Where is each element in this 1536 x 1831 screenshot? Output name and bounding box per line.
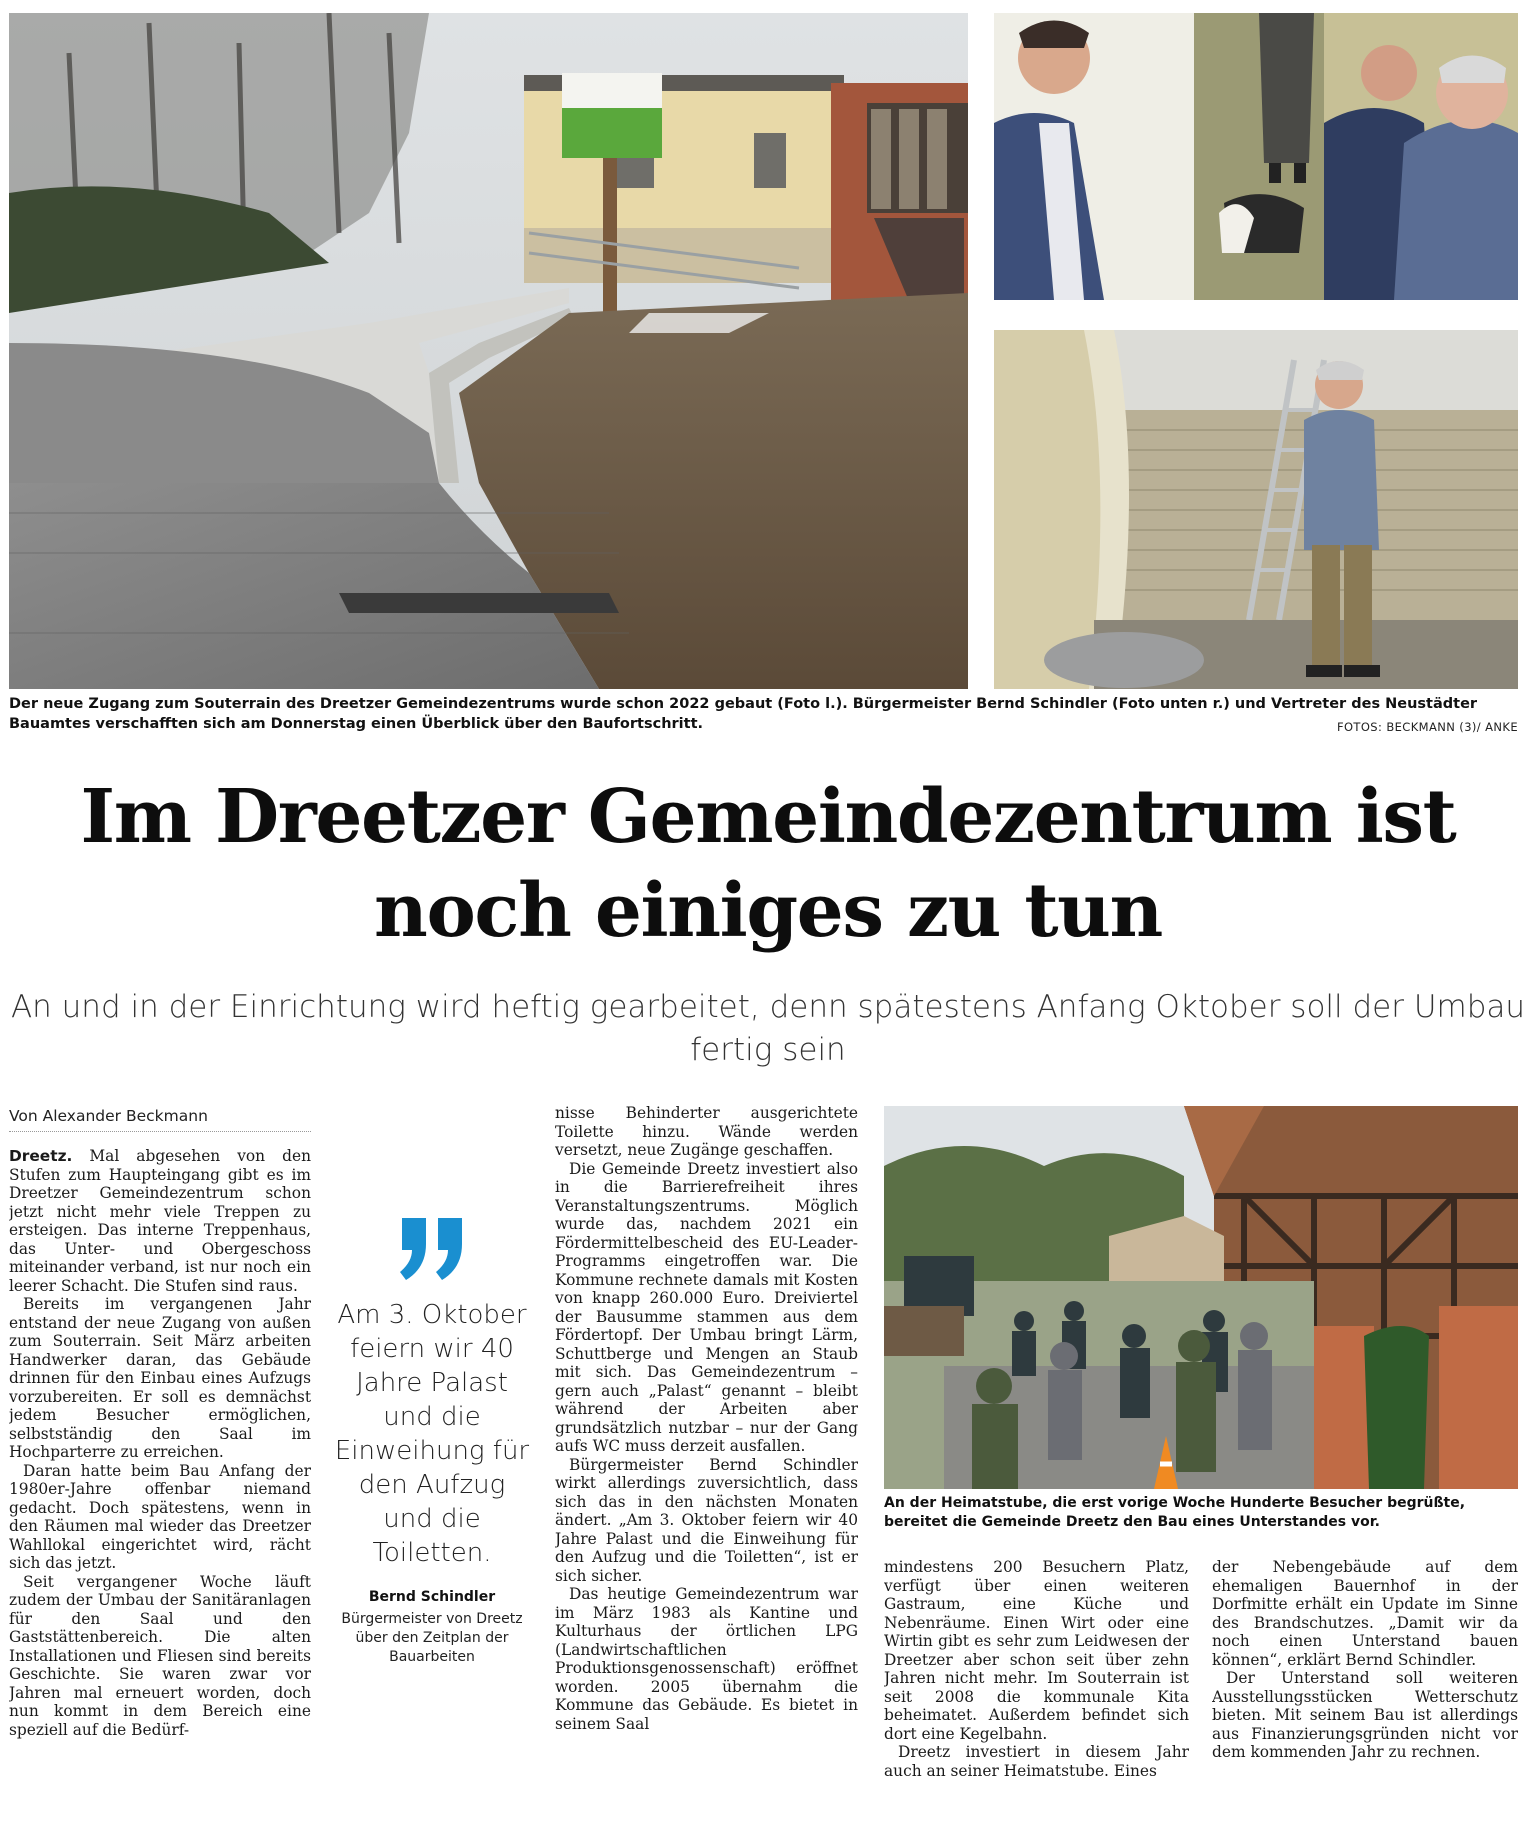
article-paragraph — [9, 1147, 311, 1295]
quote-author-role: Bürgermeister von Dreetz über den Zeitplan der Bauarbeiten — [341, 1611, 523, 1665]
photo-ramp-community-center — [9, 13, 968, 689]
photo-mayor-icon — [994, 330, 1518, 689]
article-paragraph: Dreetz investiert in diesem Jahr auch an seiner Heimatstube. Eines — [884, 1743, 1189, 1780]
photo-mayor-in-basement — [994, 330, 1518, 689]
article-paragraph: Seit vergangener Woche läuft zudem der Umbau der Sanitäranlagen für den Saal und den Gaststättenbereich. Die alten Installationen und Fliesen sind bereits Geschichte. Sie waren zwar vor Jahren mal erneuert worden, doch nun kommt in dem Bereich eine speziell auf die Bedürf- — [9, 1572, 311, 1739]
article-paragraph: Der Unterstand soll weiteren Ausstellungsstücken Wetterschutz bieten. Mit seinem Bau ist allerdings aus Finanzierungsgründen nicht vor dem kommenden Jahr zu rechnen. — [1212, 1669, 1518, 1761]
article-column-3 — [884, 1558, 1189, 1828]
article-paragraph: Daran hatte beim Bau Anfang der 1980er-Jahre offenbar niemand gedacht. Doch spätestens, wenn in den Räumen mal wieder das Dreetzer Wahllokal eingerichtet wird, rächt sich das jetzt. — [9, 1461, 311, 1572]
photo-men-icon — [994, 13, 1518, 300]
photo-heimatstube-visitors — [884, 1106, 1518, 1489]
photo-heimatstube-icon — [884, 1106, 1518, 1489]
photo-ramp-icon — [9, 13, 968, 689]
article-subtitle: An und in der Einrichtung wird heftig gearbeitet, denn spätestens Anfang Oktober soll der Umbau fertig sein — [10, 989, 1526, 1068]
quote-mark-icon — [398, 1218, 468, 1280]
photo-credit: FOTOS: BECKMANN (3)/ ANKE — [1336, 720, 1518, 734]
article-paragraph: Bereits im vergangenen Jahr entstand der neue Zugang von außen zum Souterrain. Seit März arbeiten Handwerker daran, das Gebäude drinnen für den Einbau eines Aufzugs vorzubereiten. Er soll es demnächst jedem Besucher ermöglichen, selbstständig den Saal im Hochparterre zu erreichen. — [9, 1295, 311, 1461]
article-paragraph: Die Gemeinde Dreetz investiert also in die Barrierefreiheit ihres Veranstaltungszentrums. Möglich wurde das, nachdem 2021 ein Fördermittelbescheid des EU-Leader-Programms eingetroffen war. Die Kommune rechnete damals mit Kosten von knapp 260.000 Euro. Dreiviertel der Bausumme stammen aus dem Fördertopf. Der Umbau bringt Lärm, Schuttberge und Mengen an Staub mit sich. Das Gemeindezentrum – gern auch „Palast“ genannt – bleibt während der Arbeiten aber grundsätzlich nutzbar – nur der Gang aufs WC muss derzeit ausfallen. — [555, 1159, 858, 1455]
photo-caption-lower: An der Heimatstube, die erst vorige Woche Hunderte Besucher begrüßte, bereitet die Gemeinde Dreetz den Bau eines Unterstandes vor. — [884, 1495, 1466, 1530]
article-paragraph: nisse Behinderter ausgerichtete Toilette hinzu. Wände werden versetzt, neue Zugänge geschaffen. — [555, 1104, 858, 1159]
paragraph-text: Mal abgesehen von den Stufen zum Haupteingang gibt es im Dreetzer Gemeindezentrum schon jetzt nicht mehr viele Treppen zu ersteigen. Das interne Treppenhaus, das Unter- und Obergeschoss miteinander verband, ist nur noch ein leerer Schacht. Die Stufen sind raus. — [9, 1147, 311, 1295]
article-column-4 — [1212, 1558, 1518, 1828]
article-paragraph: Bürgermeister Bernd Schindler wirkt allerdings zuversichtlich, dass sich das in den nächsten Monaten ändert. „Am 3. Oktober feiern wir 40 Jahre Palast und die Einweihung für den Aufzug und die Toiletten“, ist er sich sicher. — [555, 1455, 858, 1585]
article-paragraph: mindestens 200 Besuchern Platz, verfügt über einen weiteren Gastraum, eine Küche und Nebenräume. Einen Wirt oder eine Wirtin gibt es sehr zum Leidwesen der Dreetzer aber schon seit über zehn Jahren nicht mehr. Im Souterrain ist seit 2008 die kommunale Kita beheimatet. Außerdem befindet sich dort eine Kegelbahn. — [884, 1558, 1189, 1743]
article-paragraph: der Nebengebäude auf dem ehemaligen Bauernhof in der Dorfmitte erhält ein Update im Sinne des Brandschutzes. „Damit wir da noch einen Unterstand bauen können“, erklärt Bernd Schindler. — [1212, 1558, 1518, 1669]
pull-quote: Am 3. Oktober feiern wir 40 Jahre Palast und die Einweihung für den Aufzug und die Toiletten. — [334, 1300, 530, 1568]
quote-author: Bernd Schindler — [368, 1589, 496, 1605]
photo-caption-top: Der neue Zugang zum Souterrain des Dreetzer Gemeindezentrums wurde schon 2022 gebaut (Foto l.). Bürgermeister Bernd Schindler (Foto unten r.) und Vertreter des Neustädter Bauamtes verschafften sich am Donnerstag einen Überblick über den Baufortschritt. — [9, 696, 1478, 732]
byline: Von Alexander Beckmann — [9, 1107, 311, 1132]
article-column-2 — [555, 1104, 858, 1831]
photo-men-looking-up — [994, 13, 1518, 300]
article-headline: Im Dreetzer Gemeindezentrum ist noch einiges zu tun — [80, 774, 1456, 954]
article-column-1 — [9, 1147, 311, 1827]
article-paragraph: Das heutige Gemeindezentrum war im März 1983 als Kantine und Kulturhaus der örtlichen LPG (Landwirtschaftlichen Produktionsgenossenschaft) eröffnet worden. 2005 übernahm die Kommune das Gebäude. Es bietet in seinem Saal — [555, 1585, 858, 1733]
dateline: Dreetz. — [9, 1147, 73, 1165]
